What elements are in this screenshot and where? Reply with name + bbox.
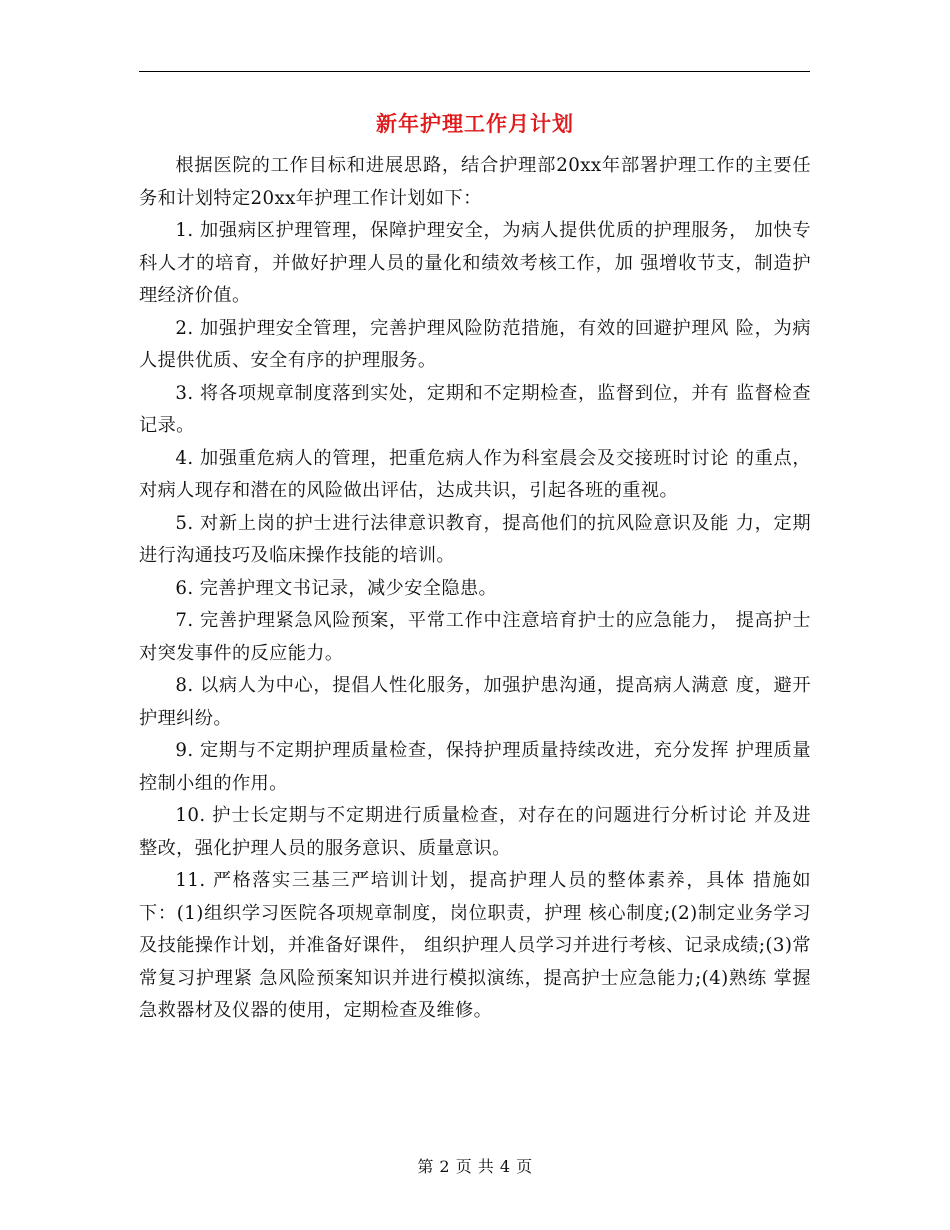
document-title: 新年护理工作月计划: [376, 112, 574, 136]
paragraph-item-7: 7. 完善护理紧急风险预案，平常工作中注意培育护士的应急能力， 提高护士对突发事件的反应能力。: [139, 610, 811, 664]
paragraph-item-8: 8. 以病人为中心，提倡人性化服务，加强护患沟通，提高病人满意 度，避开护理纠纷。: [139, 675, 811, 729]
paragraph-intro: 根据医院的工作目标和进展思路，结合护理部20xx年部署护理工作的主要任务和计划特定20xx年护理工作计划如下：: [139, 155, 811, 209]
paragraph-item-3: 3. 将各项规章制度落到实处，定期和不定期检查，监督到位，并有 监督检查记录。: [139, 382, 811, 436]
paragraph-item-2: 2. 加强护理安全管理，完善护理风险防范措施，有效的回避护理风 险，为病人提供优质、安全有序的护理服务。: [139, 317, 811, 371]
paragraph-item-5: 5. 对新上岗的护士进行法律意识教育，提高他们的抗风险意识及能 力，定期进行沟通技巧及临床操作技能的培训。: [139, 512, 811, 566]
paragraph-item-9: 9. 定期与不定期护理质量检查，保持护理质量持续改进，充分发挥 护理质量控制小组的作用。: [139, 740, 811, 794]
paragraph-item-10: 10. 护士长定期与不定期进行质量检查，对存在的问题进行分析讨论 并及进整改，强化护理人员的服务意识、质量意识。: [139, 805, 811, 859]
header-rule: [139, 71, 810, 72]
page-footer: 第 2 页 共 4 页: [417, 1157, 533, 1176]
paragraph-item-1: 1. 加强病区护理管理，保障护理安全，为病人提供优质的护理服务， 加快专科人才的培育，并做好护理人员的量化和绩效考核工作，加 强增收节支，制造护理经济价值。: [139, 220, 811, 306]
paragraph-item-4: 4. 加强重危病人的管理，把重危病人作为科室晨会及交接班时讨论 的重点，对病人现存和潜在的风险做出评估，达成共识，引起各班的重视。: [139, 447, 811, 501]
document-body: [139, 150, 811, 1028]
paragraph-item-6: 6. 完善护理文书记录，减少安全隐患。: [175, 577, 498, 599]
paragraph-item-11: 11. 严格落实三基三严培训计划，提高护理人员的整体素养，具体 措施如下：(1)组织学习医院各项规章制度，岗位职责，护理 核心制度;(2)制定业务学习及技能操作计划，并准备好课件， 组织护理人员学习并进行考核、记录成绩;(3)常常复习护理紧 急风险预案知识并进行模拟演练，提高护士应急能力;(4)熟练 掌握急救器材及仪器的使用，定期检查及维修。: [139, 870, 811, 1021]
